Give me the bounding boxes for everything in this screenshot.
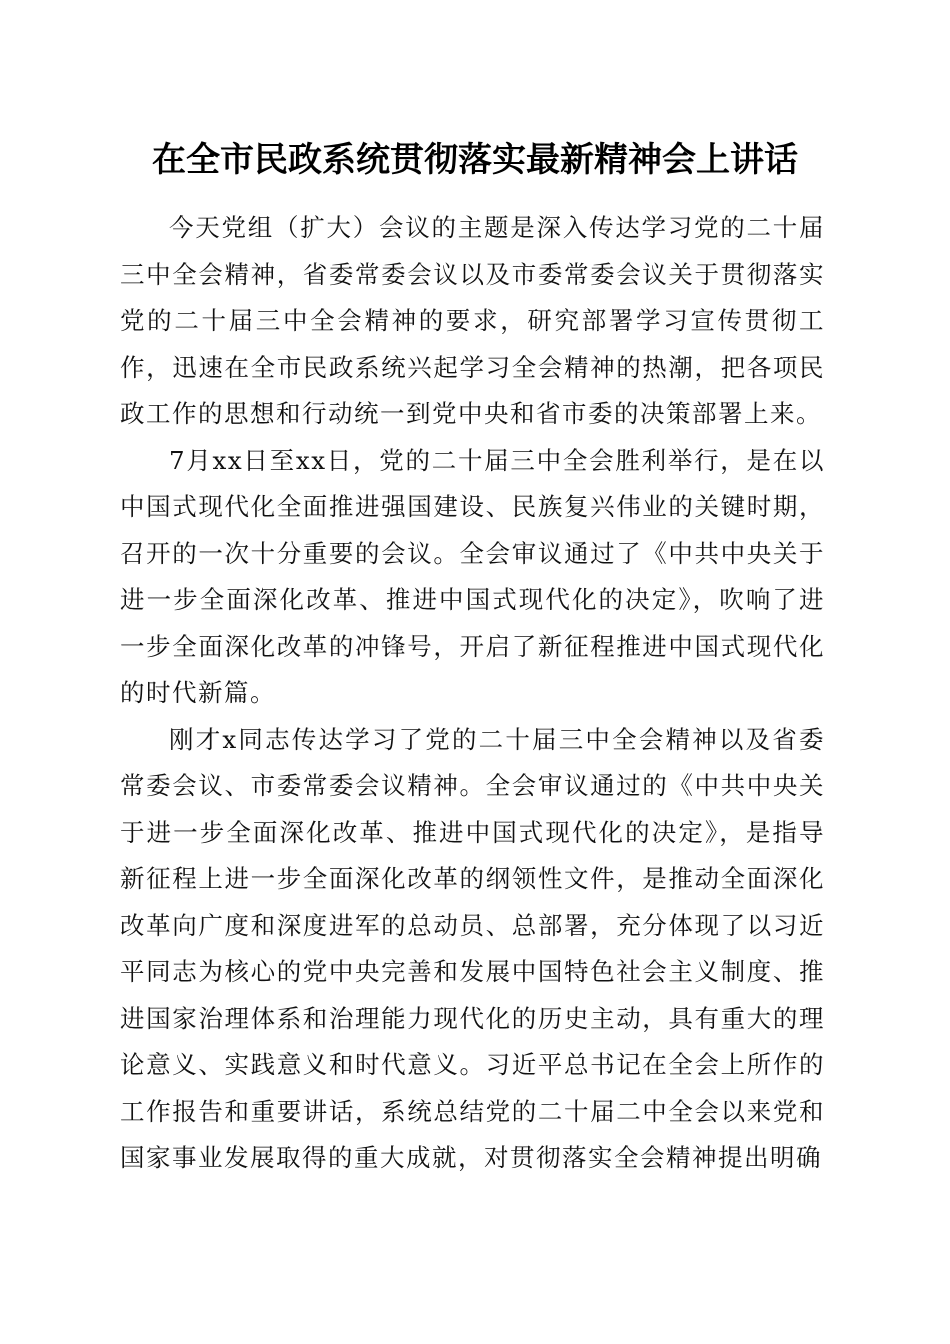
paragraph-3: 刚才x同志传达学习了党的二十届三中全会精神以及省委常委会议、市委常委会议精神。全会审议通过的《中共中央关于进一步全面深化改革、推进中国式现代化的决定》，是指导新征程上进一步全面深化改革的纲领性文件，是推动全面深化改革向广度和深度进军的总动员、总部署，充分体现了以习近平同志为核心的党中央完善和发展中国特色社会主义制度、推进国家治理体系和治理能力现代化的历史主动，具有重大的理论意义、实践意义和时代意义。习近平总书记在全会上所作的工作报告和重要讲话，系统总结党的二十届二中全会以来党和国家事业发展取得的重大成就，对贯彻落实全会精神提出明确 <box>120 724 825 1172</box>
paragraph-2: 7月xx日至xx日，党的二十届三中全会胜利举行，是在以中国式现代化全面推进强国建设、民族复兴伟业的关键时期，召开的一次十分重要的会议。全会审议通过了《中共中央关于进一步全面深化改革、推进中国式现代化的决定》，吹响了进一步全面深化改革的冲锋号，开启了新征程推进中国式现代化的时代新篇。 <box>120 445 825 707</box>
document-body <box>120 205 825 1182</box>
document-title: 在全市民政系统贯彻落实最新精神会上讲话 <box>152 140 798 180</box>
paragraph-1: 今天党组（扩大）会议的主题是深入传达学习党的二十届三中全会精神，省委常委会议以及市委常委会议关于贯彻落实党的二十届三中全会精神的要求，研究部署学习宣传贯彻工作，迅速在全市民政系统兴起学习全会精神的热潮，把各项民政工作的思想和行动统一到党中央和省市委的决策部署上来。 <box>120 213 825 428</box>
